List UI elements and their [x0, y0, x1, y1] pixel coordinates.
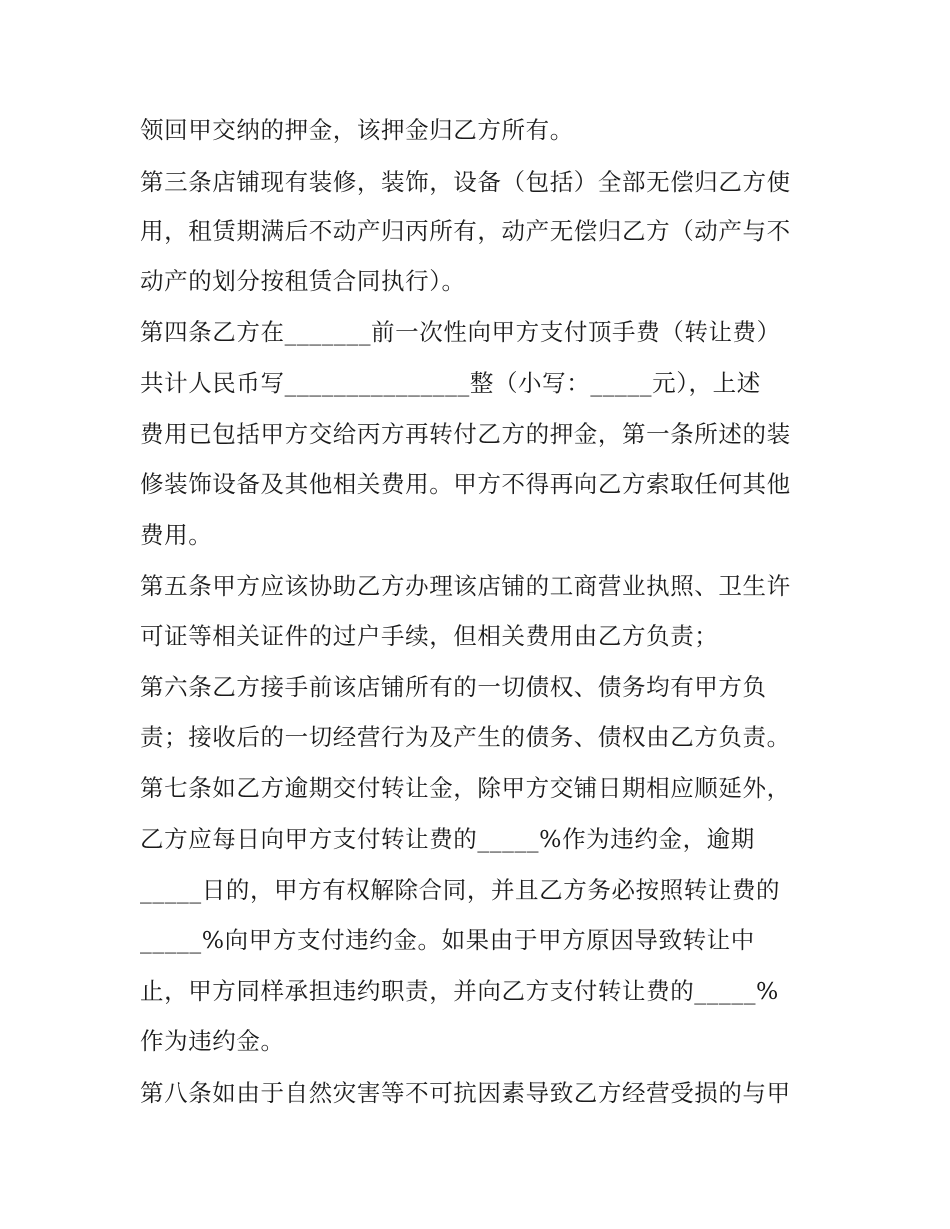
text-line: 费用已包括甲方交给丙方再转付乙方的押金，第一条所述的装: [140, 420, 791, 448]
text-line: 第五条甲方应该协助乙方办理该店铺的工商营业执照、卫生许: [140, 572, 791, 600]
text-line: 修装饰设备及其他相关费用。甲方不得再向乙方索取任何其他: [140, 470, 791, 498]
text-line: 第四条乙方在_______前一次性向甲方支付顶手费（转让费）: [140, 318, 781, 346]
text-line: 第七条如乙方逾期交付转让金，除甲方交铺日期相应顺延外，: [140, 774, 791, 802]
text-line: 责；接收后的一切经营行为及产生的债务、债权由乙方负责。: [140, 723, 791, 751]
text-line: _____%向甲方支付违约金。如果由于甲方原因导致转让中: [140, 926, 755, 954]
text-line: 乙方应每日向甲方支付转让费的_____%作为违约金，逾期: [140, 825, 755, 853]
text-line: 领回甲交纳的押金，该押金归乙方所有。: [140, 116, 574, 144]
text-line: 第八条如由于自然灾害等不可抗因素导致乙方经营受损的与甲: [140, 1079, 791, 1107]
text-line: 共计人民币写_______________整（小写：_____元），上述: [140, 369, 761, 397]
text-line: 止，甲方同样承担违约职责，并向乙方支付转让费的_____%: [140, 977, 779, 1005]
text-line: 第六条乙方接手前该店铺所有的一切债权、债务均有甲方负: [140, 673, 767, 701]
text-line: 动产的划分按租赁合同执行）。: [140, 267, 466, 295]
text-line: _____日的，甲方有权解除合同，并且乙方务必按照转让费的: [140, 876, 781, 904]
text-line: 可证等相关证件的过户手续，但相关费用由乙方负责；: [140, 622, 719, 650]
text-line: 作为违约金。: [140, 1027, 285, 1055]
text-line: 第三条店铺现有装修，装饰，设备（包括）全部无偿归乙方使: [140, 168, 791, 196]
text-line: 费用。: [140, 521, 213, 549]
text-line: 用，租赁期满后不动产归丙所有，动产无偿归乙方（动产与不: [140, 217, 791, 245]
